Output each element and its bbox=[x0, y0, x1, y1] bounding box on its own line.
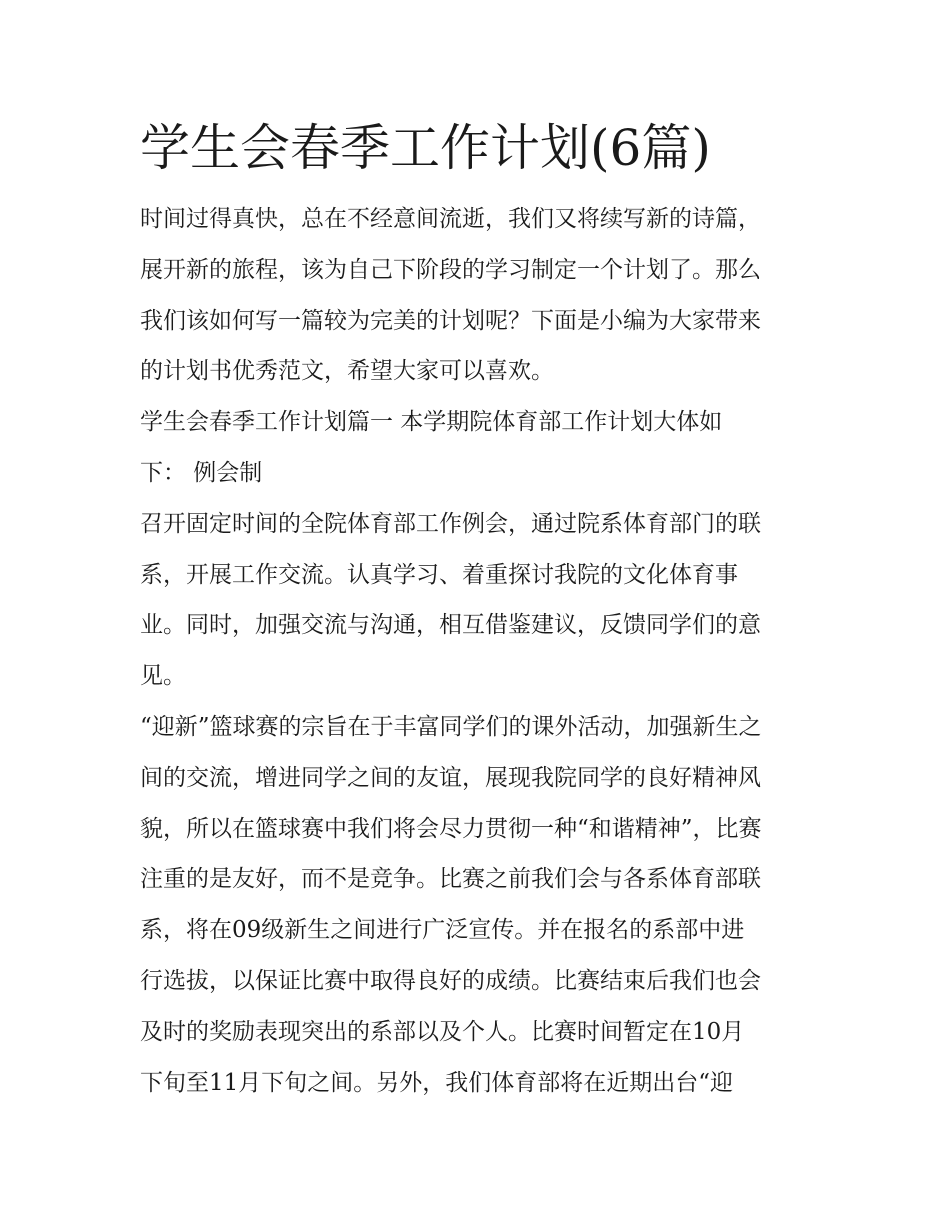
text-line: 时间过得真快，总在不经意间流逝，我们又将续写新的诗篇， bbox=[140, 206, 761, 232]
text-line: 注重的是友好，而不是竞争。比赛之前我们会与各系体育部联 bbox=[140, 866, 761, 893]
text-line: 系，将在09级新生之间进行广泛宣传。并在报名的系部中进 bbox=[140, 917, 745, 944]
text-line: 行选拔，以保证比赛中取得良好的成绩。比赛结束后我们也会 bbox=[140, 967, 761, 994]
text-line: 我们该如何写一篇较为完美的计划呢？下面是小编为大家带来 bbox=[140, 307, 761, 334]
text-line: 见。 bbox=[140, 663, 186, 690]
text-line: 系，开展工作交流。认真学习、着重探讨我院的文化体育事 bbox=[140, 561, 738, 588]
text-line: 下旬至11月下旬之间。另外，我们体育部将在近期出台“迎 bbox=[140, 1069, 734, 1096]
text-line: “迎新”篮球赛的宗旨在于丰富同学们的课外活动，加强新生之 bbox=[140, 713, 762, 740]
text-line: 下： 例会制 bbox=[140, 459, 263, 486]
document-title: 学生会春季工作计划(6篇) bbox=[140, 119, 711, 177]
text-line: 的计划书优秀范文，希望大家可以喜欢。 bbox=[140, 358, 554, 385]
text-line: 貌，所以在篮球赛中我们将会尽力贯彻一种“和谐精神”，比赛 bbox=[140, 815, 762, 842]
text-line: 展开新的旅程，该为自己下阶段的学习制定一个计划了。那么 bbox=[140, 256, 761, 283]
text-line: 间的交流，增进同学之间的友谊，展现我院同学的良好精神风 bbox=[140, 764, 761, 791]
text-line: 及时的奖励表现突出的系部以及个人。比赛时间暂定在10月 bbox=[140, 1018, 745, 1045]
document-page bbox=[140, 112, 820, 1108]
text-line: 业。同时，加强交流与沟通，相互借鉴建议，反馈同学们的意 bbox=[140, 612, 761, 639]
document-body bbox=[140, 194, 820, 1108]
text-line: 学生会春季工作计划篇一 本学期院体育部工作计划大体如 bbox=[140, 409, 723, 436]
text-line: 召开固定时间的全院体育部工作例会，通过院系体育部门的联 bbox=[140, 510, 761, 537]
